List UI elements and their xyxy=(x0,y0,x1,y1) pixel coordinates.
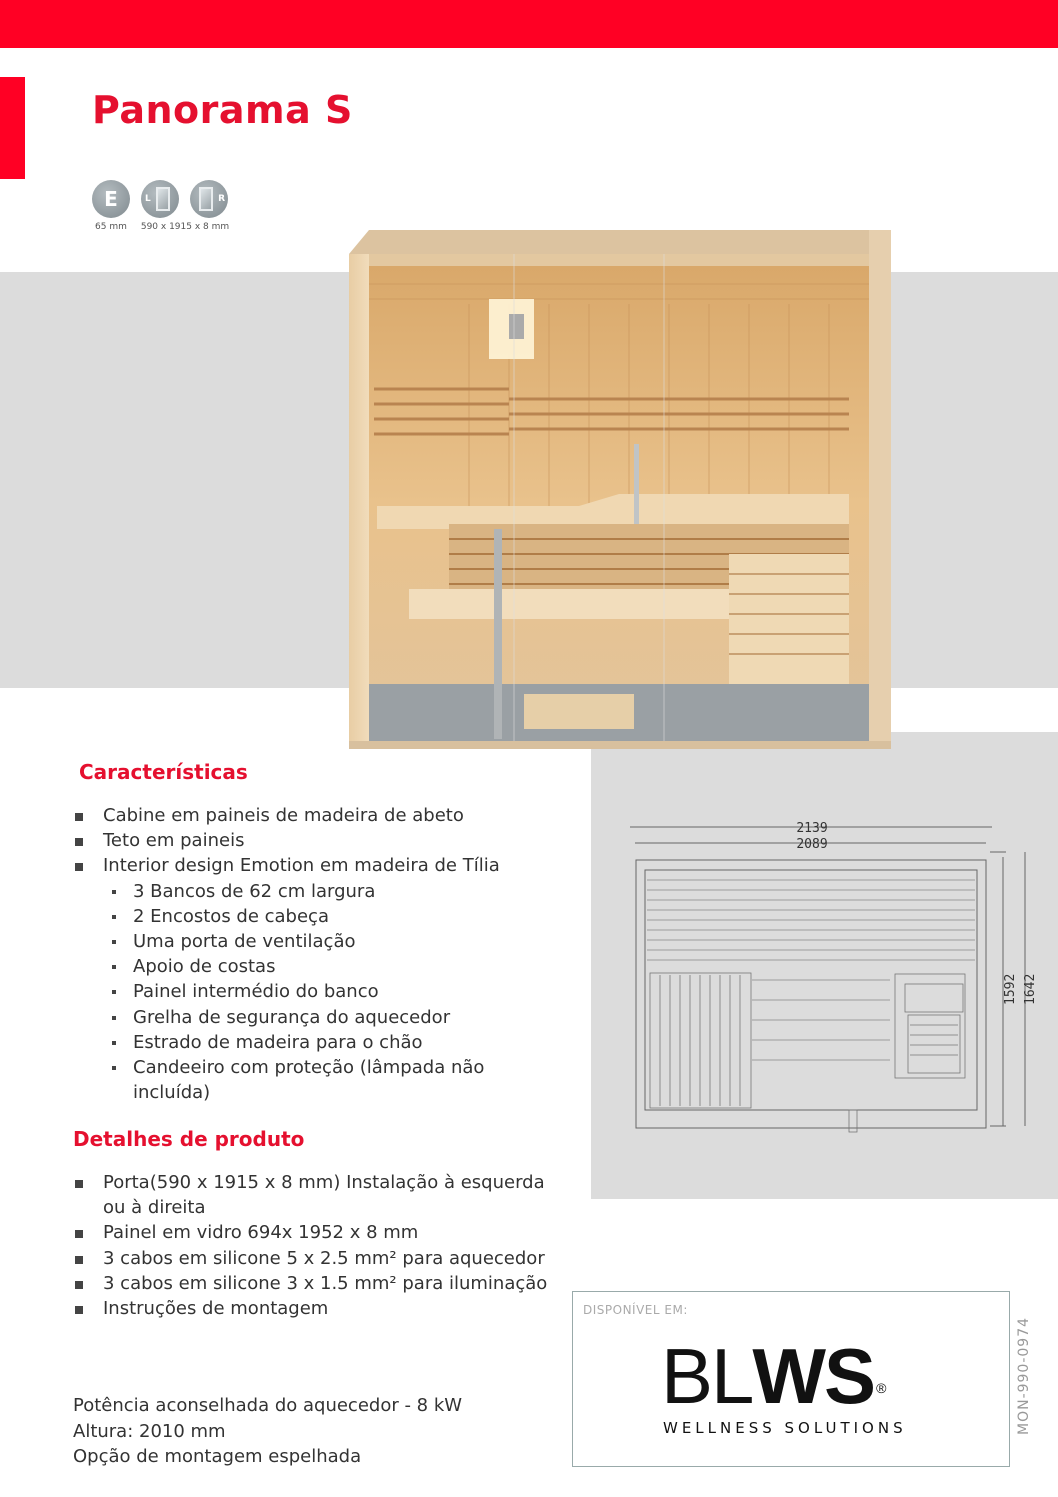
heater-power-note: Potência aconselhada do aquecedor - 8 kW xyxy=(73,1395,463,1416)
detail-item: 3 cabos em silicone 5 x 2.5 mm² para aquecedor xyxy=(73,1246,563,1271)
page-title: Panorama S xyxy=(92,88,353,132)
detail-item: Porta(590 x 1915 x 8 mm) Instalação à esquerda ou à direita xyxy=(73,1170,563,1220)
features-heading: Características xyxy=(79,760,248,784)
spec-icons xyxy=(92,180,228,218)
feature-item: Cabine em paineis de madeira de abeto xyxy=(73,803,563,828)
inner-width-label: 2089 xyxy=(796,837,828,852)
feature-subitem: Candeeiro com proteção (lâmpada não incluída) xyxy=(73,1055,513,1105)
outer-height-label: 1642 xyxy=(1023,973,1038,1005)
logo-tagline: WELLNESS SOLUTIONS xyxy=(663,1419,907,1437)
wall-thickness-caption: 65 mm xyxy=(95,222,127,232)
door-size-caption: 590 x 1915 x 8 mm xyxy=(140,222,230,232)
feature-subitem: Apoio de costas xyxy=(73,954,563,979)
outer-width-label: 2139 xyxy=(796,821,828,836)
icon-glyph: L xyxy=(145,194,151,204)
logo-light-text: BL xyxy=(661,1332,753,1420)
spec-icon-captions xyxy=(95,222,229,232)
logo-bold-text: WS xyxy=(752,1332,875,1420)
detail-item: Instruções de montagem xyxy=(73,1296,563,1321)
feature-subitem: 2 Encostos de cabeça xyxy=(73,904,563,929)
feature-subitem: Uma porta de ventilação xyxy=(73,929,563,954)
sauna-product-image xyxy=(349,224,891,754)
icon-glyph: E xyxy=(104,187,118,211)
availability-box xyxy=(572,1291,1010,1467)
inner-height-label: 1592 xyxy=(1003,973,1018,1005)
registered-mark: ® xyxy=(876,1380,885,1396)
feature-item: Interior design Emotion em madeira de Tília xyxy=(73,853,563,878)
feature-subitem: Painel intermédio do banco xyxy=(73,979,563,1004)
wall-thickness-icon xyxy=(92,180,130,218)
blws-logo xyxy=(661,1332,885,1420)
door-right-icon xyxy=(190,180,228,218)
product-details-heading: Detalhes de produto xyxy=(73,1127,305,1151)
mirror-option-note: Opção de montagem espelhada xyxy=(73,1446,362,1467)
icon-glyph: R xyxy=(218,194,225,204)
footer-notes xyxy=(73,1393,462,1470)
detail-item: Painel em vidro 694x 1952 x 8 mm xyxy=(73,1220,563,1245)
features-list xyxy=(73,803,563,1105)
door-left-icon xyxy=(141,180,179,218)
feature-subitem: Estrado de madeira para o chão xyxy=(73,1030,563,1055)
height-note: Altura: 2010 mm xyxy=(73,1420,226,1442)
availability-label: DISPONÍVEL EM: xyxy=(583,1303,688,1317)
feature-subitem: 3 Bancos de 62 cm largura xyxy=(73,879,563,904)
top-banner xyxy=(0,0,1058,48)
side-accent-tab xyxy=(0,77,25,179)
feature-subitem: Grelha de segurança do aquecedor xyxy=(73,1005,563,1030)
feature-item: Teto em paineis xyxy=(73,828,563,853)
product-details-list xyxy=(73,1170,563,1321)
technical-drawing xyxy=(590,800,1050,1140)
document-code: MON-990-0974 xyxy=(1016,1316,1032,1435)
detail-item: 3 cabos em silicone 3 x 1.5 mm² para iluminação xyxy=(73,1271,563,1296)
